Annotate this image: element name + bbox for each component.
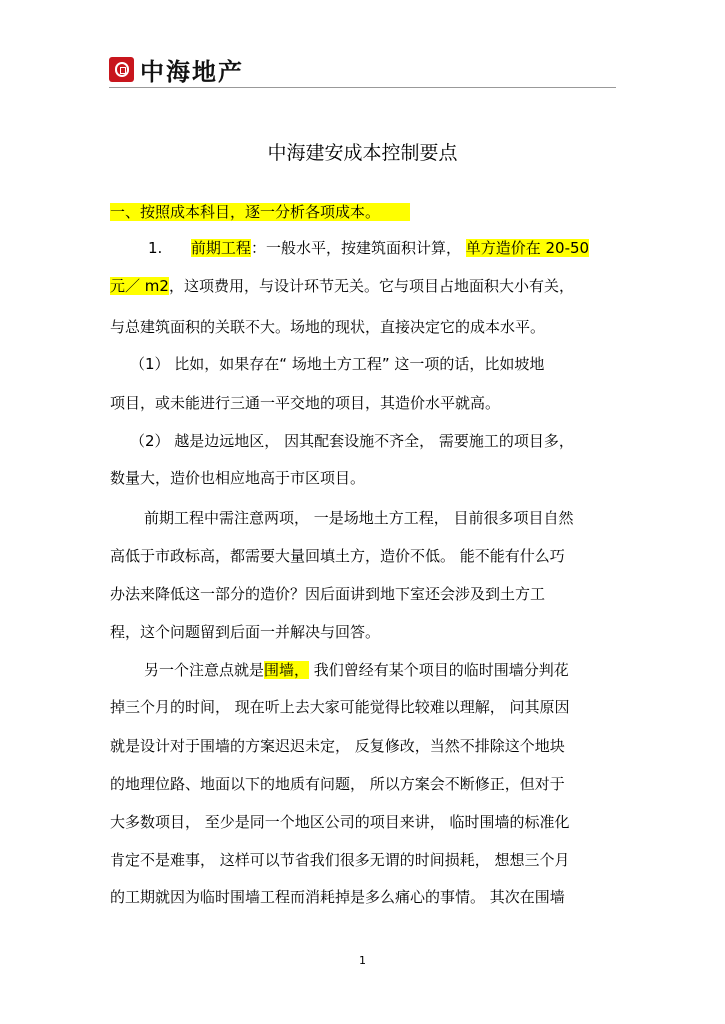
paragraph-line: 办法来降低这一部分的造价？因后面讲到地下室还会涉及到土方工 xyxy=(110,585,546,603)
logo-seal-icon xyxy=(109,57,134,82)
price-highlight: 单方造价在 20-50 xyxy=(465,239,590,257)
paragraph-line: 前期工程中需注意两项， 一是场地土方工程， 目前很多项目自然 xyxy=(144,509,574,527)
paragraph-line: 的地理位路、地面以下的地质有问题， 所以方案会不断修正，但对于 xyxy=(110,775,565,793)
paragraph-line: 就是设计对于围墙的方案迟迟未定， 反复修改，当然不排除这个地块 xyxy=(110,737,565,755)
unit-highlight: 元／ m2 xyxy=(110,277,169,295)
page-number: 1 xyxy=(359,954,366,967)
paragraph-line: 的工期就因为临时围墙工程而消耗掉是多么痛心的事情。 其次在围墙 xyxy=(110,888,565,906)
paragraph-line: 高低于市政标高，都需要大量回填土方，造价不低。 能不能有什么巧 xyxy=(110,547,565,565)
paragraph-line: 大多数项目， 至少是同一个地区公司的项目来讲， 临时围墙的标准化 xyxy=(110,813,570,831)
paragraph-line: 项目，或未能进行三通一平交地的项目，其造价水平就高。 xyxy=(110,394,501,412)
company-logo xyxy=(109,53,244,85)
term-highlight: 前期工程 xyxy=(190,239,251,257)
paragraph-line: （2） 越是边远地区， 因其配套设施不齐全， 需要施工的项目多， xyxy=(130,432,574,450)
paragraph-line: 肯定不是难事， 这样可以节省我们很多无谓的时间损耗， 想想三个月 xyxy=(110,851,570,869)
paragraph-line: 数量大，造价也相应地高于市区项目。 xyxy=(110,469,366,487)
paragraph-line: （1） 比如，如果存在“ 场地土方工程” 这一项的话，比如坡地 xyxy=(130,355,545,373)
paragraph-line: 与总建筑面积的关联不大。场地的现状，直接决定它的成本水平。 xyxy=(110,318,546,336)
item-1-line-1: 1. 前期工程：一般水平，按建筑面积计算， 单方造价在 20-50 xyxy=(148,239,590,257)
paragraph-line: 程，这个问题留到后面一并解决与回答。 xyxy=(110,623,381,641)
document-title: 中海建安成本控制要点 xyxy=(267,142,458,164)
header-divider xyxy=(109,87,616,88)
wall-highlight: 围墙， xyxy=(264,661,310,679)
paragraph-line: 掉三个月的时间， 现在听上去大家可能觉得比较难以理解， 问其原因 xyxy=(110,698,570,716)
item-1-line-2: 元／ m2，这项费用，与设计环节无关。它与项目占地面积大小有关， xyxy=(110,277,574,295)
logo-text: 中海地产 xyxy=(140,56,244,86)
section-heading: 一、按照成本科目，逐一分析各项成本。 xyxy=(110,201,410,223)
paragraph-line: 另一个注意点就是围墙， 我们曾经有某个项目的临时围墙分判花 xyxy=(144,661,569,679)
